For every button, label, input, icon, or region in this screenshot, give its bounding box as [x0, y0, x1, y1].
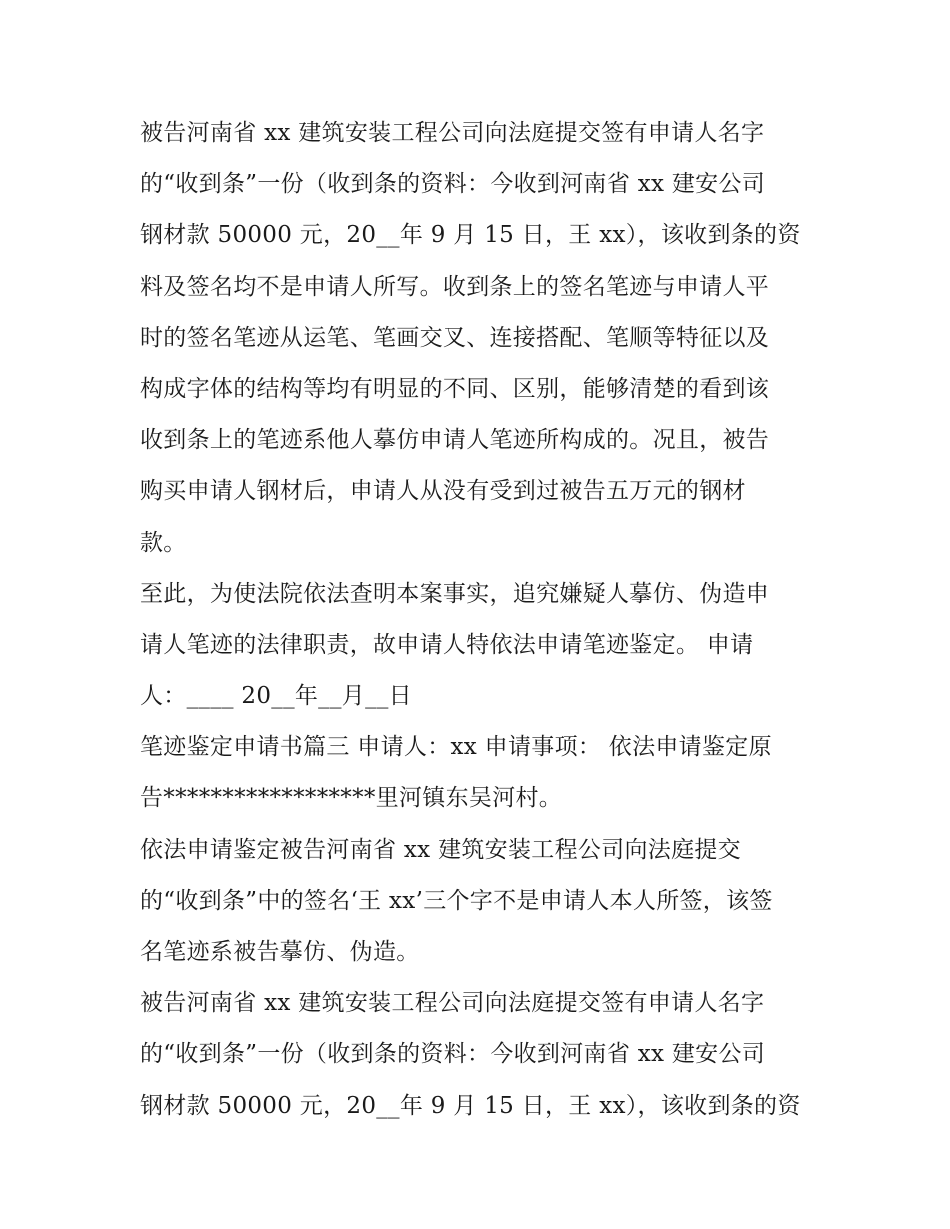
text-line-10: 至此，为使法院依法查明本案事实，追究嫌疑人摹仿、伪造申	[140, 580, 770, 607]
text-line-6: 构成字体的结构等均有明显的不同、区别，能够清楚的看到该	[140, 375, 770, 402]
text-line-13: 笔迹鉴定申请书篇三 申请人：xx 申请事项： 依法申请鉴定原	[140, 734, 772, 761]
text-line-2: 的“收到条”一份（收到条的资料：今收到河南省 xx 建安公司	[140, 171, 766, 198]
text-line-16: 的“收到条”中的签名‘王 xx’三个字不是申请人本人所签，该签	[140, 887, 773, 914]
text-line-5: 时的签名笔迹从运笔、笔画交叉、连接搭配、笔顺等特征以及	[140, 324, 770, 351]
text-line-8: 购买申请人钢材后，申请人从没有受到过被告五万元的钢材	[140, 478, 746, 505]
text-line-18: 被告河南省 xx 建筑安装工程公司向法庭提交签有申请人名字	[140, 990, 765, 1017]
text-line-14: 告******************里河镇东吴河村。	[140, 785, 563, 812]
text-line-1: 被告河南省 xx 建筑安装工程公司向法庭提交签有申请人名字	[140, 120, 765, 146]
text-line-15: 依法申请鉴定被告河南省 xx 建筑安装工程公司向法庭提交	[140, 836, 741, 863]
text-line-9: 款。	[140, 529, 187, 556]
text-line-11: 请人笔迹的法律职责，故申请人特依法申请笔迹鉴定。 申请	[140, 631, 754, 658]
text-line-17: 名笔迹系被告摹仿、伪造。	[140, 939, 420, 965]
text-line-7: 收到条上的笔迹系他人摹仿申请人笔迹所构成的。况且，被告	[140, 427, 770, 454]
text-line-20: 钢材款 50000 元，20__年 9 月 15 日，王 xx），该收到条的资	[140, 1092, 801, 1119]
text-line-19: 的“收到条”一份（收到条的资料：今收到河南省 xx 建安公司	[140, 1041, 766, 1068]
document-body	[140, 108, 820, 1132]
text-line-3: 钢材款 50000 元，20__年 9 月 15 日，王 xx），该收到条的资	[140, 222, 801, 249]
text-line-4: 料及签名均不是申请人所写。收到条上的签名笔迹与申请人平	[140, 273, 770, 300]
text-line-12: 人：____ 20__年__月__日	[140, 683, 412, 710]
